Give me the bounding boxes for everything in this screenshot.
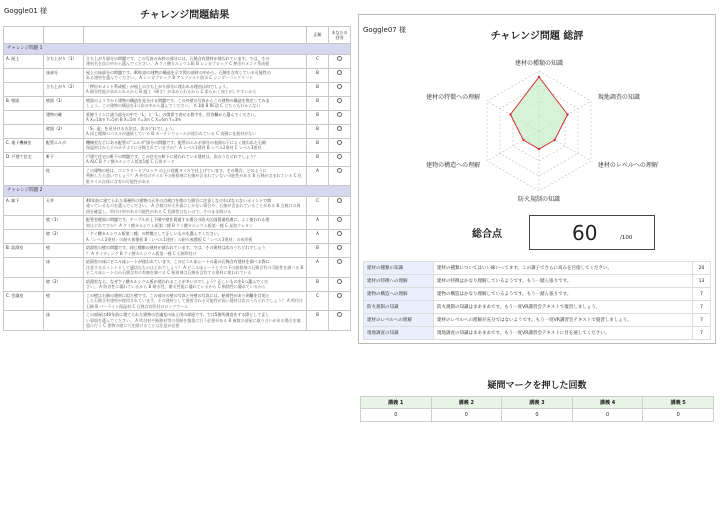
question-row	[4, 110, 351, 124]
radar-data-point	[538, 76, 540, 78]
evaluation-row	[364, 301, 711, 314]
evaluation-comment: 防火規制の知識はまあまあです。もう一度VR講習会テキストで復習しましょう。	[434, 301, 693, 314]
evaluation-row	[364, 275, 711, 288]
row-correct-answer: B	[307, 110, 329, 124]
row-correct-answer: B	[307, 138, 329, 152]
row-category	[4, 258, 44, 278]
row-your-answer	[329, 124, 351, 138]
row-question	[84, 230, 307, 244]
question-row	[4, 68, 351, 82]
summary-title: チャレンジ問題 総評	[490, 31, 584, 42]
question-row	[4, 230, 351, 244]
question-choices: い事項を選んでください。 A 吹付材や断熱材等の切断を慎重に行う必要がある B 複数の部屋に取り合いがある場合を慎重に行う C 建物の壁に穴を開けることは注意が必要	[86, 317, 301, 328]
question-choices: A X=10m Y=5m B X=5m Y=3m C X=6m Y=3m	[86, 117, 182, 122]
radar-axis-label: 防火規制の知識	[517, 196, 561, 203]
evaluation-comment: 建物の構造はかなり理解しているようです。もう一踏ん張りです。	[434, 288, 693, 301]
row-category: D. 戸建て住宅	[4, 152, 44, 166]
evaluation-score: 7	[693, 301, 711, 314]
row-subcategory: 壁面（2）	[44, 124, 84, 138]
row-subcategory: 壁面（1）	[44, 96, 84, 110]
row-your-answer	[329, 216, 351, 230]
row-your-answer	[329, 96, 351, 110]
question-text: この建物の柱は、コンクリートブロック の上に化粧タイルで仕上げています。その場合、どのように	[86, 167, 267, 173]
evaluation-row	[364, 288, 711, 301]
row-correct-answer: B	[307, 244, 329, 258]
evaluation-score: 20	[693, 262, 711, 275]
question-text: 給湯室なら、なぜケイ酸カルシウム板が使われることが多いのでしょう？正しいものを1つ選んでくだ	[86, 278, 269, 284]
question-choices: A 耐水性能が求められるから B 施工（硬さ）が求められるから C 柔らかく加工がしやすいから	[86, 89, 257, 94]
row-subcategory: 建物の確	[44, 110, 84, 124]
question-choices: 材はどれですか？ A ケイ酸カルシウム板第二種 B ケイ酸カルシウム板第一種 C 発泡ウレタン	[86, 222, 253, 228]
lecture-header: 講義 2	[431, 397, 502, 409]
row-category: B. 給湯室	[4, 244, 44, 258]
row-your-answer	[329, 311, 351, 331]
answer-radio[interactable]	[337, 56, 342, 61]
question-row	[4, 196, 351, 216]
row-correct-answer: A	[307, 258, 329, 278]
row-subcategory: 柱	[44, 166, 84, 186]
row-your-answer	[329, 110, 351, 124]
radar-axis-label: 建材のレベルへの理解	[597, 162, 658, 169]
row-your-answer	[329, 54, 351, 68]
evaluation-category: 防火規制の知識	[364, 301, 434, 314]
row-correct-answer: C	[307, 196, 329, 216]
row-your-answer	[329, 258, 351, 278]
answer-radio[interactable]	[337, 112, 342, 117]
summary-panel	[358, 14, 716, 344]
row-your-answer	[329, 244, 351, 258]
row-correct-answer: C	[307, 54, 329, 68]
question-choices: した石綿含有建材が使用されています。その建材として使用される可能性が高い建材は次のうちどれでしょう？ A 吹付け石綿 B パーライト保温材 C 石綿含有吹付けロックウール	[86, 298, 303, 309]
total-score-value: 60	[572, 221, 598, 245]
question-text: 延焼ラインに該当部分の中で「L」と「L」の関係で表せる数字を、回答欄から選んでください。	[86, 111, 259, 117]
row-question	[84, 138, 307, 152]
answer-radio[interactable]	[337, 312, 342, 317]
row-subcategory: 壁	[44, 244, 84, 258]
row-subcategory: 壁	[44, 291, 84, 311]
header-question	[84, 27, 307, 44]
question-text: 「押出セメント系成板」が屋上の立ち上がり部分に使われる理由は何でしょう。	[86, 83, 230, 89]
question-text: 機械室などにある配管の“エルボ”部分の問題です。配管のエルボ部分の表面の下によく使われた石綿	[86, 139, 266, 145]
question-row	[4, 54, 351, 68]
question-choices: A 同じ種類のパネルが連続している B カーテンウォールが使われている C 表層に化粧材がない	[86, 131, 257, 136]
radar-data-point	[553, 139, 555, 141]
row-category: A. 屋上	[4, 54, 44, 68]
radar-data-point	[509, 113, 511, 115]
radar-chart	[419, 49, 659, 209]
row-category	[4, 311, 44, 331]
row-category	[4, 230, 44, 244]
evaluation-comment: 建材の特徴はかなり理解しているようです。もう一踏ん張りです。	[434, 275, 693, 288]
row-correct-answer: B	[307, 96, 329, 110]
user-name: Goggle01 様	[4, 7, 47, 15]
question-choices: 違っているものを選んでください。 A 点検口が天井裏にしかない場合や、石綿が含まれていることがある B 点検口の周囲を確認し、吹付け材がある可能性がある C 危険性はないので、そのまま開ける	[86, 203, 301, 214]
total-score-label: 総合点	[472, 229, 502, 240]
evaluation-category: 建材の特徴への理解	[364, 275, 434, 288]
row-your-answer	[329, 291, 351, 311]
row-correct-answer: A	[307, 216, 329, 230]
evaluation-comment: 建材のレベルへの理解が充分ではないようです。もう一度VR講習会テキストで復習しましょう。	[434, 314, 693, 327]
answer-radio[interactable]	[337, 98, 342, 103]
row-question	[84, 216, 307, 230]
radar-data-point	[522, 139, 524, 141]
total-score-max: /100	[620, 235, 633, 241]
evaluation-score: 7	[693, 288, 711, 301]
lecture-header: 講義 1	[361, 397, 432, 409]
row-question	[84, 291, 307, 311]
evaluation-comment: 建材の種類についてはいい線いってます。この調子でさらに高みを目指してください。	[434, 262, 693, 275]
lecture-count: 0	[431, 409, 502, 422]
section-header	[4, 44, 351, 55]
question-choices: 保温材はからどのカテゴリに分類されていますか？ A レベル1建材 B レベル2建材 C レベル3建材	[86, 145, 262, 150]
row-category	[4, 68, 44, 82]
row-your-answer	[329, 196, 351, 216]
question-choices: ？ A サイディング B ケイ酸カルシウム板第一種 C 石綿吹付け	[86, 250, 197, 256]
summary-user-name: Goggle07 様	[363, 26, 406, 34]
question-row	[4, 166, 351, 186]
section-title: チャレンジ問題 2	[4, 186, 351, 197]
total-score-box	[529, 215, 655, 250]
radar-axis-label: 建材の特徴への理解	[426, 94, 481, 101]
header-subcategory	[44, 27, 84, 44]
row-correct-answer: B	[307, 311, 329, 331]
row-category: C. 地下機械室	[4, 138, 44, 152]
question-row	[4, 138, 351, 152]
answer-radio[interactable]	[337, 217, 342, 222]
question-text: 給湯室の壁の問題です。同じ種類の建材が使われています。では、その建材は次のうちどれでしょう	[86, 245, 266, 250]
header-category	[4, 27, 44, 44]
question-row	[4, 96, 351, 110]
question-row	[4, 244, 351, 258]
row-your-answer	[329, 82, 351, 96]
answer-radio[interactable]	[337, 198, 342, 203]
answer-radio[interactable]	[337, 154, 342, 159]
radar-axis-label: 建材の種類の知識	[514, 60, 564, 67]
row-correct-answer: A	[307, 166, 329, 186]
lecture-count: 0	[572, 409, 643, 422]
question-text: 給湯室の床にビニル床シートが使われています。このビニル床シートの裏の石綿含有建材を調べる際に	[86, 259, 270, 264]
answer-radio[interactable]	[337, 168, 342, 173]
question-choices: 注意するポイントとして適切なものはどれでしょう？ A ビニル床シートとその下の接着剤の石綿含有の可能性を調べる B ビニル床シートのみ石綿含有の有無を調べる C 接着剤は石綿を含有する建材に使われている	[86, 264, 304, 275]
question-text: 配管室壁面の問題です。ケーブルが上下階や壁を貫通する場合の防火区画貫通処理に、よく使われる建	[86, 217, 270, 222]
row-question	[84, 68, 307, 82]
row-subcategory: 床	[44, 258, 84, 278]
evaluation-category: 建材の種類の知識	[364, 262, 434, 275]
answer-radio[interactable]	[337, 259, 342, 264]
header-answer: あなたの回答	[329, 27, 351, 44]
question-choices: ある建材を選んでください。 A レンガブロック B アスファルト防水 C シンダーコンクリート	[86, 75, 254, 80]
question-choices: 建材名を次の中から選んでください。 A ケイ酸カルシウム板 B レンガブロック C 押出セメント系成板	[86, 61, 270, 66]
row-your-answer	[329, 138, 351, 152]
evaluation-category: 建材のレベルへの理解	[364, 314, 434, 327]
row-question	[84, 96, 307, 110]
row-category	[4, 166, 44, 186]
question-row	[4, 311, 351, 331]
row-category: A. 廊下	[4, 196, 44, 216]
row-correct-answer: B	[307, 277, 329, 291]
row-question	[84, 124, 307, 138]
question-row	[4, 216, 351, 230]
radar-data-point	[566, 113, 568, 115]
row-question	[84, 258, 307, 278]
section-title: チャレンジ問題 1	[4, 44, 351, 55]
question-text: 「S」造」を見分ける方法は、次のどれでしょう。	[86, 125, 177, 131]
radar-axis-label: 建物の構造への理解	[426, 162, 481, 169]
row-category: C. 会議室	[4, 291, 44, 311]
section-header	[4, 186, 351, 197]
row-subcategory: 床	[44, 311, 84, 331]
answer-radio[interactable]	[337, 279, 342, 284]
evaluation-row	[364, 327, 711, 340]
radar-axis-label: 現地調査の知識	[597, 94, 640, 101]
question-text: 40年前に建てられた事務所の建物の天井の点検口を開けた場合に注意しなければならないポイントで間	[86, 197, 272, 203]
answer-radio[interactable]	[337, 231, 342, 236]
lecture-header: 講義 5	[643, 397, 714, 409]
row-category	[4, 124, 44, 138]
row-question	[84, 166, 307, 186]
row-correct-answer: B	[307, 68, 329, 82]
row-your-answer	[329, 152, 351, 166]
row-question	[84, 196, 307, 216]
row-question	[84, 244, 307, 258]
question-row	[4, 124, 351, 138]
evaluation-comment: 現地調査の知識はまあまあです。もう一度VR講習会テキストに目を通してください。	[434, 327, 693, 340]
evaluation-category: 建物の構造への理解	[364, 288, 434, 301]
question-text: 戸建て住宅の軒下の問題です。この住宅の軒下に使われている建材は、次のうちどれでしょう？	[86, 153, 258, 159]
answer-radio[interactable]	[337, 70, 342, 75]
question-table	[3, 26, 351, 331]
row-subcategory: 壁（1）	[44, 216, 84, 230]
question-text: 立ち上がり部分の問題です。この写真の赤枠の部分には、石綿含有建材が使われています。では、その	[86, 55, 270, 61]
lecture-header: 講義 3	[502, 397, 573, 409]
row-correct-answer: C	[307, 291, 329, 311]
question-choices: 判断したら良いでしょう？ A 外付けタイル下の接着剤に石綿が含まれていない可能性がある B 石綿が含まれている C 化粧タイル自体に含有の可能性がある	[86, 173, 302, 184]
row-your-answer	[329, 230, 351, 244]
lecture-count: 0	[643, 409, 714, 422]
question-text: 屋上の床部分の問題です。40年前の建物の構造を示す図の部材の中から、石綿を含有している可能性の	[86, 69, 271, 75]
lecture-header: 講義 4	[572, 397, 643, 409]
row-question	[84, 277, 307, 291]
row-question	[84, 311, 307, 331]
row-category	[4, 110, 44, 124]
row-category	[4, 216, 44, 230]
question-mark-table	[360, 396, 714, 422]
answer-radio[interactable]	[337, 140, 342, 145]
question-text: 「ケイ酸カルシウム板第二種」の特徴として正しいものを選んでください。	[86, 231, 222, 236]
evaluation-table	[363, 261, 711, 340]
row-question	[84, 54, 307, 68]
radar-data-point	[538, 148, 540, 150]
row-your-answer	[329, 166, 351, 186]
question-row	[4, 258, 351, 278]
question-choices: さい。 A 防音性に優れているから B 耐水性、耐火性能に優れているから C 断熱性に優れているから	[86, 284, 266, 289]
header-correct: 正解	[307, 27, 329, 44]
answer-radio[interactable]	[337, 84, 342, 89]
lecture-count: 0	[361, 409, 432, 422]
question-text: 壁面のようすから建物の構造を見分ける問題です。この外壁の写真からこの建物の構造を推定してみま	[86, 97, 270, 103]
evaluation-score: 13	[693, 275, 711, 288]
row-subcategory: 配管エルボ	[44, 138, 84, 152]
question-row	[4, 152, 351, 166]
radar-data-polygon	[510, 77, 567, 149]
row-category	[4, 82, 44, 96]
row-subcategory: 立ち上がり（1）	[44, 54, 84, 68]
question-choices: A ALC B ケイ酸カルシウム板第1種 C 石膏ボード	[86, 159, 175, 164]
question-text: この部屋は40年前に建てられた建物の会議室の床上用の部屋です。では5箇所調査をする際として正し	[86, 312, 270, 317]
evaluation-score: 7	[693, 327, 711, 340]
row-subcategory: 壁（2）	[44, 277, 84, 291]
question-row	[4, 82, 351, 96]
row-subcategory: 天井	[44, 196, 84, 216]
question-choices: A「レベル2建材」の耐火被覆板 B「レベル1建材」の耐火被覆板 C「レベル3建材」の成形板	[86, 236, 253, 242]
row-subcategory: 床部分	[44, 68, 84, 82]
row-question	[84, 110, 307, 124]
lecture-count: 0	[502, 409, 573, 422]
evaluation-score: 7	[693, 314, 711, 327]
question-choices: しょう。この建物の構造を1つ次の中から選んでください。 A 1階 B RC造 C どちらもわからない	[86, 103, 261, 108]
row-correct-answer: B	[307, 152, 329, 166]
evaluation-category: 現地調査の知識	[364, 327, 434, 340]
answer-radio[interactable]	[337, 126, 342, 131]
evaluation-row	[364, 262, 711, 275]
row-category: B. 壁面	[4, 96, 44, 110]
evaluation-row	[364, 314, 711, 327]
question-row	[4, 291, 351, 311]
row-correct-answer: B	[307, 82, 329, 96]
question-text: この壁は石綿の建材に似た壁です。この部分の壁の写真と外壁の写真には、粘着性があり剥離を目的と	[86, 292, 270, 298]
row-correct-answer: A	[307, 230, 329, 244]
row-question	[84, 152, 307, 166]
answer-radio[interactable]	[337, 245, 342, 250]
question-mark-title: 疑問マークを押した回数	[487, 381, 587, 391]
row-question	[84, 82, 307, 96]
row-correct-answer: B	[307, 124, 329, 138]
row-category	[4, 277, 44, 291]
results-panel	[0, 0, 354, 516]
question-row	[4, 277, 351, 291]
row-your-answer	[329, 68, 351, 82]
row-your-answer	[329, 277, 351, 291]
row-subcategory: 立ち上がり（2）	[44, 82, 84, 96]
row-subcategory: 壁（2）	[44, 230, 84, 244]
answer-radio[interactable]	[337, 293, 342, 298]
row-subcategory: 軒下	[44, 152, 84, 166]
page-title: チャレンジ問題結果	[140, 10, 230, 21]
